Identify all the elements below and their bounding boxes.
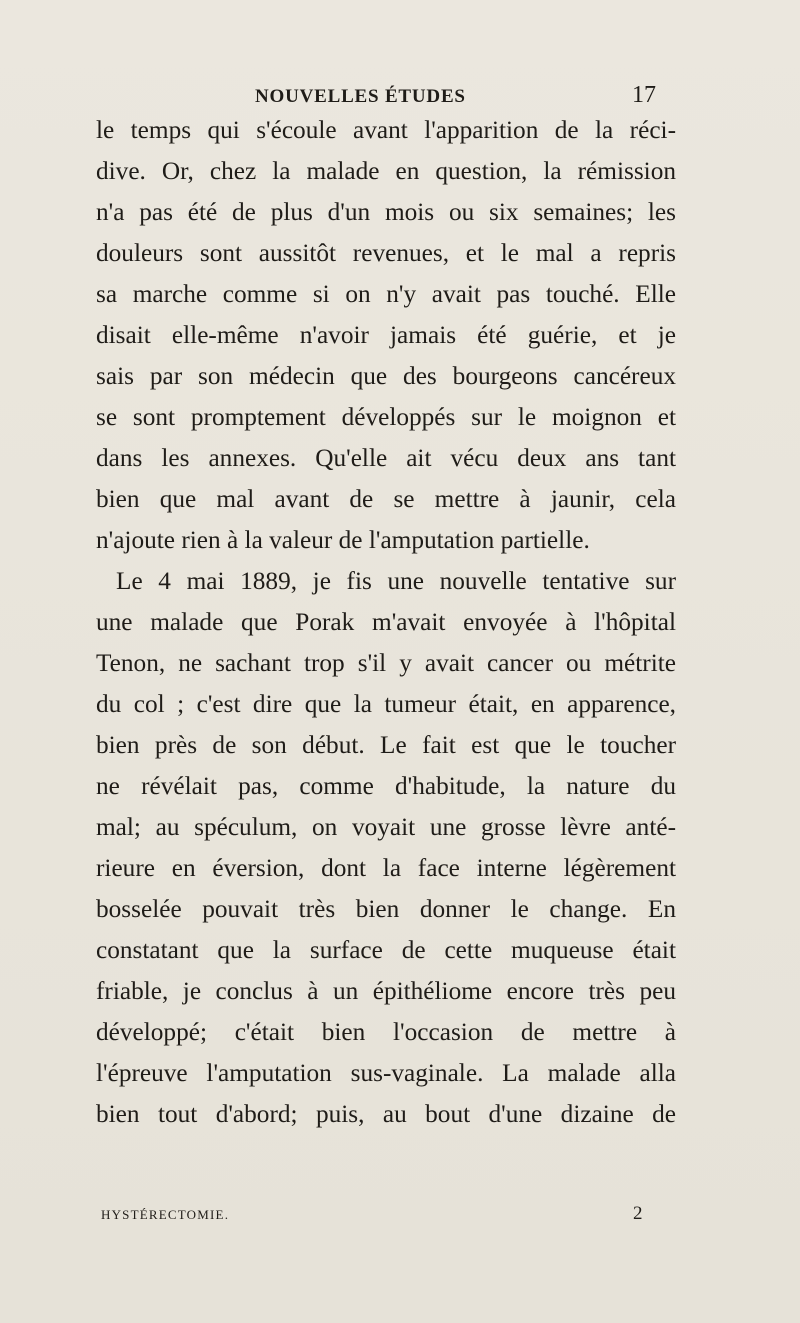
text-line: développé; c'était bien l'occasion de mettre à [96,1018,676,1046]
text-line: Tenon, ne sachant trop s'il y avait cancer ou métrite [96,649,676,677]
page-number: 17 [632,82,656,108]
text-line: bien tout d'abord; puis, au bout d'une dizaine de [96,1100,676,1128]
text-line: l'épreuve l'amputation sus-vaginale. La malade alla [96,1059,676,1087]
text-line: dive. Or, chez la malade en question, la rémission [96,157,676,185]
text-line: une malade que Porak m'avait envoyée à l'hôpital [96,608,676,636]
text-line: ne révélait pas, comme d'habitude, la nature du [96,772,676,800]
text-line: n'a pas été de plus d'un mois ou six semaines; les [96,198,676,226]
text-line: bien près de son début. Le fait est que le toucher [96,731,676,759]
text-line: sais par son médecin que des bourgeons cancéreux [96,362,676,390]
text-line: bosselée pouvait très bien donner le change. En [96,895,676,923]
text-line: dans les annexes. Qu'elle ait vécu deux ans tant [96,444,676,472]
running-head: NOUVELLES ÉTUDES [255,86,466,107]
text-line: sa marche comme si on n'y avait pas touché. Elle [96,280,676,308]
text-line: bien que mal avant de se mettre à jaunir, cela [96,485,676,513]
paragraph-end-line: n'ajoute rien à la valeur de l'amputation partielle. [96,526,590,554]
signature-number: 2 [633,1203,643,1224]
text-line: rieure en éversion, dont la face interne légèrement [96,854,676,882]
text-line: constatant que la surface de cette muqueuse était [96,936,676,964]
text-line: friable, je conclus à un épithéliome encore très peu [96,977,676,1005]
page-footer [0,1203,800,1229]
body-text [96,110,676,1135]
signature-mark: HYSTÉRECTOMIE. [101,1207,230,1222]
text-line: le temps qui s'écoule avant l'apparition de la réci- [96,116,676,144]
text-line: du col ; c'est dire que la tumeur était, en apparence, [96,690,676,718]
text-line: douleurs sont aussitôt revenues, et le mal a repris [96,239,676,267]
paragraph-start-line: Le 4 mai 1889, je fis une nouvelle tentative sur [116,567,676,595]
text-line: mal; au spéculum, on voyait une grosse lèvre anté- [96,813,676,841]
text-line: se sont promptement développés sur le moignon et [96,403,676,431]
text-line: disait elle-même n'avoir jamais été guérie, et je [96,321,676,349]
